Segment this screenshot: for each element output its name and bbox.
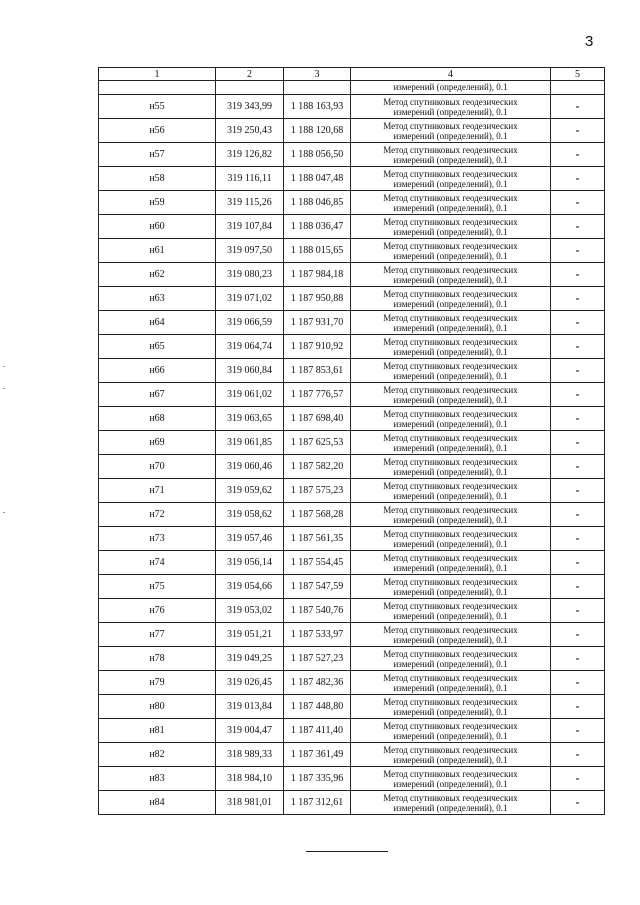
method-line-2: измерений (определений), 0.1	[393, 754, 508, 765]
method-line-1: Метод спутниковых геодезических	[383, 552, 518, 563]
table-row	[99, 263, 605, 287]
method-cell	[351, 383, 551, 407]
y-coordinate-cell: 1 187 335,96	[284, 767, 351, 791]
y-coordinate-cell: 1 187 931,70	[284, 311, 351, 335]
column-5-cell: -	[551, 503, 605, 527]
table-row	[99, 119, 605, 143]
x-coordinate-cell: 318 984,10	[216, 767, 284, 791]
table-header-row	[99, 68, 605, 81]
method-line-2: измерений (определений), 0.1	[393, 634, 508, 645]
method-line-1: Метод спутниковых геодезических	[383, 192, 518, 203]
method-line-2: измерений (определений), 0.1	[393, 322, 508, 333]
method-line-2: измерений (определений), 0.1	[393, 274, 508, 285]
method-cell	[351, 767, 551, 791]
method-line-2: измерений (определений), 0.1	[393, 538, 508, 549]
method-line-1: Метод спутниковых геодезических	[383, 288, 518, 299]
method-line-1: Метод спутниковых геодезических	[383, 696, 518, 707]
y-coordinate-cell: 1 187 482,36	[284, 671, 351, 695]
column-header-5: 5	[551, 68, 605, 81]
point-id-cell: н70	[99, 455, 216, 479]
point-id-cell: н84	[99, 791, 216, 815]
column-5-cell: -	[551, 311, 605, 335]
method-cell	[351, 407, 551, 431]
method-cell	[351, 191, 551, 215]
y-coordinate-cell: 1 187 361,49	[284, 743, 351, 767]
point-id-cell: н82	[99, 743, 216, 767]
page-number: 3	[585, 33, 594, 50]
method-line-1: Метод спутниковых геодезических	[383, 792, 518, 803]
table-row	[99, 479, 605, 503]
y-coordinate-cell: 1 187 411,40	[284, 719, 351, 743]
method-line-2: измерений (определений), 0.1	[393, 106, 508, 117]
method-cell	[351, 791, 551, 815]
column-5-cell: -	[551, 359, 605, 383]
table-row	[99, 743, 605, 767]
y-coordinate-cell: 1 187 561,35	[284, 527, 351, 551]
method-cell	[351, 263, 551, 287]
method-line-1: Метод спутниковых геодезических	[383, 96, 518, 107]
method-line-2: измерений (определений), 0.1	[393, 778, 508, 789]
method-line-2: измерений (определений), 0.1	[393, 610, 508, 621]
x-coordinate-cell: 319 004,47	[216, 719, 284, 743]
point-id-cell: н64	[99, 311, 216, 335]
table-row	[99, 167, 605, 191]
x-coordinate-cell: 318 981,01	[216, 791, 284, 815]
method-line-2: измерений (определений), 0.1	[393, 730, 508, 741]
method-line-1: Метод спутниковых геодезических	[383, 648, 518, 659]
point-id-cell: н74	[99, 551, 216, 575]
column-5-cell: -	[551, 575, 605, 599]
y-coordinate-cell: 1 187 448,80	[284, 695, 351, 719]
table-row	[99, 359, 605, 383]
method-line-1: Метод спутниковых геодезических	[383, 744, 518, 755]
method-line-2: измерений (определений), 0.1	[393, 202, 508, 213]
x-coordinate-cell: 319 057,46	[216, 527, 284, 551]
table-row	[99, 407, 605, 431]
table-row	[99, 431, 605, 455]
column-5-cell: -	[551, 599, 605, 623]
table-row	[99, 95, 605, 119]
column-5-cell: -	[551, 791, 605, 815]
table-row	[99, 551, 605, 575]
column-5-cell: -	[551, 215, 605, 239]
x-coordinate-cell: 319 060,84	[216, 359, 284, 383]
x-coordinate-cell: 319 126,82	[216, 143, 284, 167]
method-line-2: измерений (определений), 0.1	[393, 562, 508, 573]
column-5-cell: -	[551, 431, 605, 455]
method-line-1: Метод спутниковых геодезических	[383, 408, 518, 419]
method-cell	[351, 623, 551, 647]
y-coordinate-cell: 1 188 120,68	[284, 119, 351, 143]
point-id-cell: н78	[99, 647, 216, 671]
column-5-cell: -	[551, 167, 605, 191]
scan-speck	[3, 366, 5, 367]
table-row	[99, 767, 605, 791]
y-coordinate-cell: 1 187 776,57	[284, 383, 351, 407]
table-row	[99, 287, 605, 311]
method-cell	[351, 239, 551, 263]
method-cell	[351, 671, 551, 695]
y-coordinate-cell: 1 187 582,20	[284, 455, 351, 479]
column-5-cell: -	[551, 191, 605, 215]
table-row	[99, 599, 605, 623]
column-5-cell: -	[551, 263, 605, 287]
y-coordinate-cell: 1 188 056,50	[284, 143, 351, 167]
x-coordinate-cell: 319 054,66	[216, 575, 284, 599]
method-line-1: Метод спутниковых геодезических	[383, 120, 518, 131]
y-coordinate-cell: 1 188 163,93	[284, 95, 351, 119]
method-line-2: измерений (определений), 0.1	[393, 706, 508, 717]
continuation-cell-3	[284, 81, 351, 95]
x-coordinate-cell: 319 115,26	[216, 191, 284, 215]
method-line-1: Метод спутниковых геодезических	[383, 336, 518, 347]
method-line-1: Метод спутниковых геодезических	[383, 168, 518, 179]
table-row	[99, 239, 605, 263]
method-line-2: измерений (определений), 0.1	[393, 586, 508, 597]
method-line-2: измерений (определений), 0.1	[393, 226, 508, 237]
y-coordinate-cell: 1 187 568,28	[284, 503, 351, 527]
table-row	[99, 695, 605, 719]
method-line-1: Метод спутниковых геодезических	[383, 456, 518, 467]
method-line-2: измерений (определений), 0.1	[393, 298, 508, 309]
table-row	[99, 647, 605, 671]
point-id-cell: н59	[99, 191, 216, 215]
column-5-cell: -	[551, 671, 605, 695]
table-row	[99, 503, 605, 527]
method-line-2: измерений (определений), 0.1	[393, 658, 508, 669]
column-5-cell: -	[551, 767, 605, 791]
x-coordinate-cell: 319 061,85	[216, 431, 284, 455]
continuation-row	[99, 81, 605, 95]
method-cell	[351, 95, 551, 119]
column-5-cell: -	[551, 527, 605, 551]
method-line-2: измерений (определений), 0.1	[393, 154, 508, 165]
method-line-2: измерений (определений), 0.1	[393, 466, 508, 477]
table-row	[99, 623, 605, 647]
point-id-cell: н55	[99, 95, 216, 119]
table-row	[99, 335, 605, 359]
y-coordinate-cell: 1 187 575,23	[284, 479, 351, 503]
continuation-cell-1	[99, 81, 216, 95]
method-line-2: измерений (определений), 0.1	[393, 250, 508, 261]
y-coordinate-cell: 1 187 950,88	[284, 287, 351, 311]
method-line-2: измерений (определений), 0.1	[393, 442, 508, 453]
y-coordinate-cell: 1 187 984,18	[284, 263, 351, 287]
x-coordinate-cell: 318 989,33	[216, 743, 284, 767]
point-id-cell: н57	[99, 143, 216, 167]
method-line-1: Метод спутниковых геодезических	[383, 264, 518, 275]
x-coordinate-cell: 319 097,50	[216, 239, 284, 263]
y-coordinate-cell: 1 188 036,47	[284, 215, 351, 239]
column-header-3: 3	[284, 68, 351, 81]
method-cell	[351, 479, 551, 503]
point-id-cell: н62	[99, 263, 216, 287]
point-id-cell: н66	[99, 359, 216, 383]
method-line-1: Метод спутниковых геодезических	[383, 720, 518, 731]
x-coordinate-cell: 319 061,02	[216, 383, 284, 407]
method-line-2: измерений (определений), 0.1	[393, 490, 508, 501]
method-line-1: Метод спутниковых геодезических	[383, 528, 518, 539]
table-row	[99, 191, 605, 215]
y-coordinate-cell: 1 187 554,45	[284, 551, 351, 575]
column-header-4: 4	[351, 68, 551, 81]
method-line-2: измерений (определений), 0.1	[393, 370, 508, 381]
y-coordinate-cell: 1 187 533,97	[284, 623, 351, 647]
table-row	[99, 671, 605, 695]
method-cell	[351, 719, 551, 743]
y-coordinate-cell: 1 188 015,65	[284, 239, 351, 263]
method-line-1: Метод спутниковых геодезических	[383, 504, 518, 515]
point-id-cell: н58	[99, 167, 216, 191]
method-line-1: Метод спутниковых геодезических	[383, 600, 518, 611]
x-coordinate-cell: 319 053,02	[216, 599, 284, 623]
column-header-2: 2	[216, 68, 284, 81]
column-5-cell: -	[551, 719, 605, 743]
method-cell	[351, 431, 551, 455]
method-cell	[351, 575, 551, 599]
column-5-cell: -	[551, 695, 605, 719]
method-line-1: Метод спутниковых геодезических	[383, 576, 518, 587]
method-cell	[351, 527, 551, 551]
point-id-cell: н80	[99, 695, 216, 719]
x-coordinate-cell: 319 063,65	[216, 407, 284, 431]
column-header-1: 1	[99, 68, 216, 81]
x-coordinate-cell: 319 107,84	[216, 215, 284, 239]
method-cell	[351, 215, 551, 239]
method-line-2: измерений (определений), 0.1	[393, 130, 508, 141]
x-coordinate-cell: 319 013,84	[216, 695, 284, 719]
method-cell	[351, 287, 551, 311]
method-cell	[351, 695, 551, 719]
method-cell	[351, 503, 551, 527]
point-id-cell: н81	[99, 719, 216, 743]
point-id-cell: н77	[99, 623, 216, 647]
method-line-2: измерений (определений), 0.1	[393, 394, 508, 405]
table-row	[99, 383, 605, 407]
point-id-cell: н72	[99, 503, 216, 527]
continuation-cell-5	[551, 81, 605, 95]
y-coordinate-cell: 1 187 547,59	[284, 575, 351, 599]
method-cell	[351, 167, 551, 191]
method-cell	[351, 311, 551, 335]
point-id-cell: н65	[99, 335, 216, 359]
column-5-cell: -	[551, 551, 605, 575]
column-5-cell: -	[551, 335, 605, 359]
footer-rule	[306, 851, 388, 852]
y-coordinate-cell: 1 187 312,61	[284, 791, 351, 815]
method-line-1: Метод спутниковых геодезических	[383, 672, 518, 683]
point-id-cell: н73	[99, 527, 216, 551]
x-coordinate-cell: 319 343,99	[216, 95, 284, 119]
table-row	[99, 215, 605, 239]
x-coordinate-cell: 319 116,11	[216, 167, 284, 191]
y-coordinate-cell: 1 187 910,92	[284, 335, 351, 359]
x-coordinate-cell: 319 064,74	[216, 335, 284, 359]
method-line-2: измерений (определений), 0.1	[393, 418, 508, 429]
x-coordinate-cell: 319 026,45	[216, 671, 284, 695]
method-line-1: Метод спутниковых геодезических	[383, 480, 518, 491]
table-row	[99, 455, 605, 479]
method-cell	[351, 359, 551, 383]
y-coordinate-cell: 1 187 625,53	[284, 431, 351, 455]
method-line-1: Метод спутниковых геодезических	[383, 360, 518, 371]
method-line-1: Метод спутниковых геодезических	[383, 312, 518, 323]
continuation-method-cell: измерений (определений), 0.1	[351, 81, 551, 95]
method-line-2: измерений (определений), 0.1	[393, 682, 508, 693]
method-line-1: Метод спутниковых геодезических	[383, 432, 518, 443]
point-id-cell: н71	[99, 479, 216, 503]
coordinates-table	[98, 67, 605, 815]
y-coordinate-cell: 1 187 853,61	[284, 359, 351, 383]
point-id-cell: н83	[99, 767, 216, 791]
table-row	[99, 575, 605, 599]
column-5-cell: -	[551, 119, 605, 143]
table-row	[99, 311, 605, 335]
column-5-cell: -	[551, 479, 605, 503]
table-row	[99, 143, 605, 167]
point-id-cell: н60	[99, 215, 216, 239]
y-coordinate-cell: 1 187 540,76	[284, 599, 351, 623]
column-5-cell: -	[551, 455, 605, 479]
y-coordinate-cell: 1 187 698,40	[284, 407, 351, 431]
column-5-cell: -	[551, 143, 605, 167]
column-5-cell: -	[551, 287, 605, 311]
y-coordinate-cell: 1 188 047,48	[284, 167, 351, 191]
method-cell	[351, 647, 551, 671]
scan-speck	[3, 388, 5, 389]
method-cell	[351, 143, 551, 167]
column-5-cell: -	[551, 239, 605, 263]
method-line-1: Метод спутниковых геодезических	[383, 768, 518, 779]
table-row	[99, 719, 605, 743]
table-row	[99, 791, 605, 815]
method-line-1: Метод спутниковых геодезических	[383, 144, 518, 155]
method-cell	[351, 743, 551, 767]
method-cell	[351, 455, 551, 479]
method-line-1: Метод спутниковых геодезических	[383, 384, 518, 395]
method-line-1: Метод спутниковых геодезических	[383, 624, 518, 635]
point-id-cell: н67	[99, 383, 216, 407]
x-coordinate-cell: 319 058,62	[216, 503, 284, 527]
y-coordinate-cell: 1 187 527,23	[284, 647, 351, 671]
scan-speck	[3, 512, 5, 513]
method-cell	[351, 551, 551, 575]
method-line-1: Метод спутниковых геодезических	[383, 240, 518, 251]
x-coordinate-cell: 319 059,62	[216, 479, 284, 503]
point-id-cell: н75	[99, 575, 216, 599]
x-coordinate-cell: 319 056,14	[216, 551, 284, 575]
point-id-cell: н76	[99, 599, 216, 623]
x-coordinate-cell: 319 051,21	[216, 623, 284, 647]
continuation-cell-2	[216, 81, 284, 95]
point-id-cell: н69	[99, 431, 216, 455]
table-row	[99, 527, 605, 551]
x-coordinate-cell: 319 250,43	[216, 119, 284, 143]
method-line-2: измерений (определений), 0.1	[393, 346, 508, 357]
point-id-cell: н56	[99, 119, 216, 143]
method-line-2: измерений (определений), 0.1	[393, 178, 508, 189]
method-cell	[351, 335, 551, 359]
point-id-cell: н79	[99, 671, 216, 695]
column-5-cell: -	[551, 407, 605, 431]
point-id-cell: н68	[99, 407, 216, 431]
method-cell	[351, 119, 551, 143]
method-line-2: измерений (определений), 0.1	[393, 514, 508, 525]
column-5-cell: -	[551, 95, 605, 119]
column-5-cell: -	[551, 647, 605, 671]
point-id-cell: н61	[99, 239, 216, 263]
y-coordinate-cell: 1 188 046,85	[284, 191, 351, 215]
point-id-cell: н63	[99, 287, 216, 311]
x-coordinate-cell: 319 080,23	[216, 263, 284, 287]
column-5-cell: -	[551, 743, 605, 767]
method-cell	[351, 599, 551, 623]
column-5-cell: -	[551, 623, 605, 647]
column-5-cell: -	[551, 383, 605, 407]
x-coordinate-cell: 319 071,02	[216, 287, 284, 311]
method-line-2: измерений (определений), 0.1	[393, 802, 508, 813]
x-coordinate-cell: 319 049,25	[216, 647, 284, 671]
x-coordinate-cell: 319 066,59	[216, 311, 284, 335]
x-coordinate-cell: 319 060,46	[216, 455, 284, 479]
method-line-1: Метод спутниковых геодезических	[383, 216, 518, 227]
